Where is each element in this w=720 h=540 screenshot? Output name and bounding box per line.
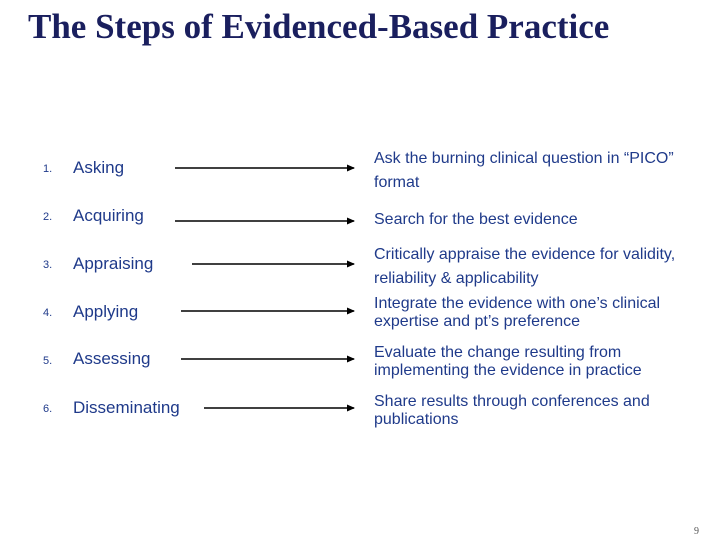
step-label-acquiring: Acquiring xyxy=(73,206,144,225)
step-description-appraising: Critically appraise the evidence for validity, reliability & applicability xyxy=(374,246,676,287)
step-description-applying: Integrate the evidence with one’s clinical expertise and pt’s preference xyxy=(374,295,661,330)
step-number: 1. xyxy=(43,163,53,175)
step-number: 2. xyxy=(43,211,53,223)
step-description-disseminating: Share results through conferences and publications xyxy=(374,393,650,428)
step-label-appraising: Appraising xyxy=(73,254,154,273)
step-number: 6. xyxy=(43,403,53,415)
step-label-applying: Applying xyxy=(73,302,139,321)
step-number: 5. xyxy=(43,355,53,367)
step-description-assessing: Evaluate the change resulting from implementing the evidence in practice xyxy=(374,344,642,379)
step-number: 3. xyxy=(43,259,53,271)
step-label-disseminating: Disseminating xyxy=(73,398,180,417)
step-description-acquiring: Search for the best evidence xyxy=(374,211,578,228)
slide-title: The Steps of Evidenced-Based Practice xyxy=(28,7,610,46)
page-number: 9 xyxy=(694,526,699,537)
step-description-asking: Ask the burning clinical question in “PICO” format xyxy=(374,150,674,191)
step-number: 4. xyxy=(43,307,53,319)
step-label-asking: Asking xyxy=(73,158,125,177)
step-label-assessing: Assessing xyxy=(73,349,151,368)
